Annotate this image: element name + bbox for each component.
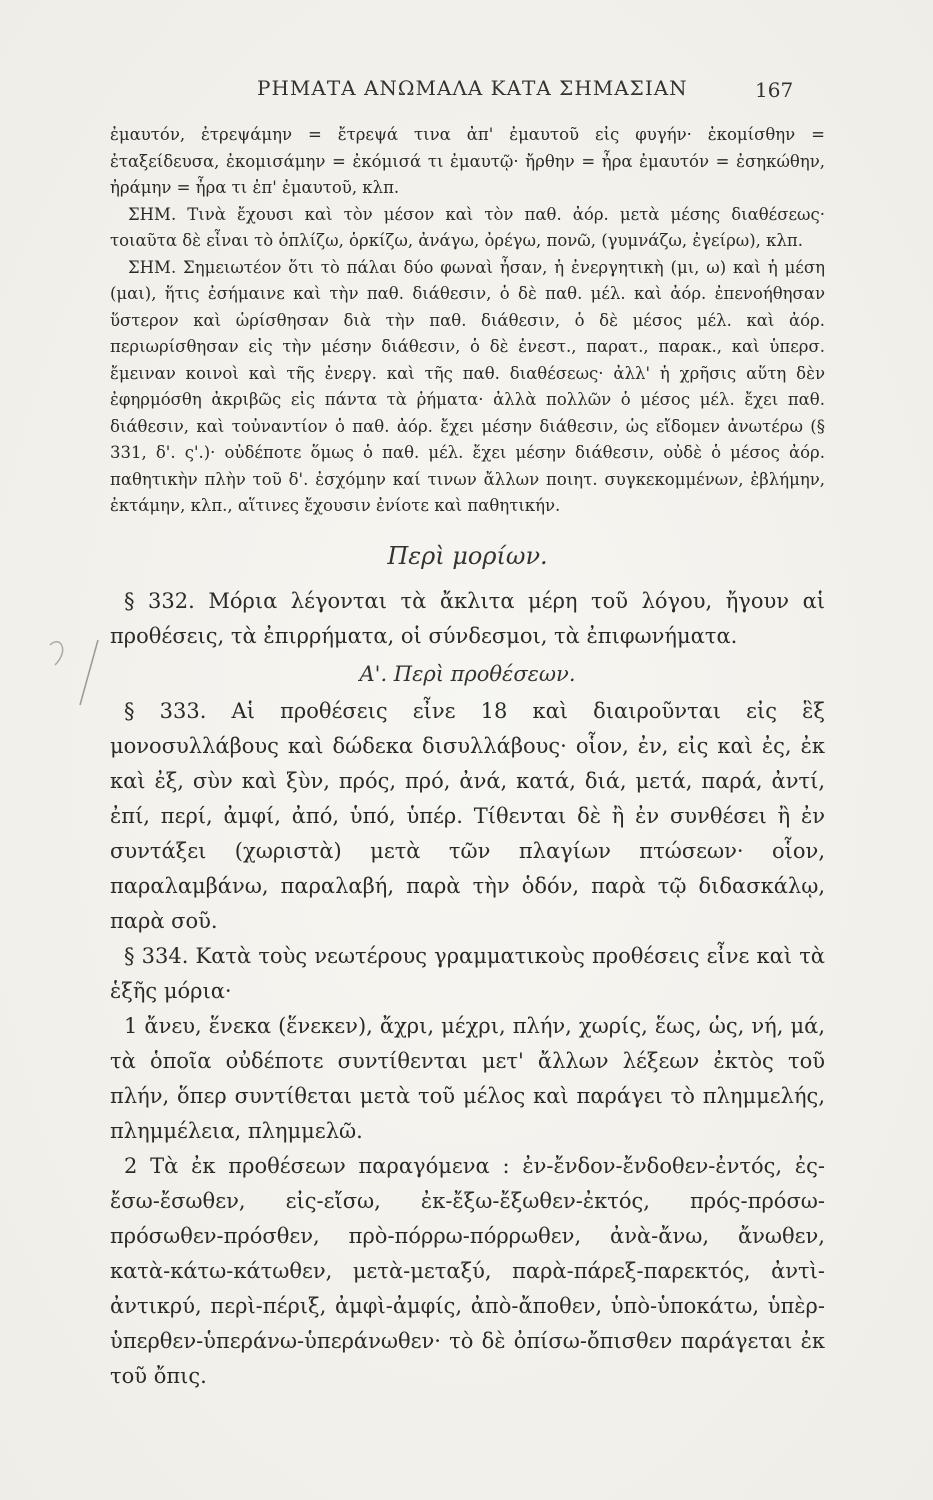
pencil-mark-icon — [40, 630, 100, 710]
notes-block — [110, 122, 825, 520]
note-paragraph: ΣΗΜ. Σημειωτέον ὅτι τὸ πάλαι δύο φωναὶ ἦσαν, ἡ ἐνεργητικὴ (μι, ω) καὶ ἡ μέση (μαι), ἥτις ἐσήμαινε καὶ τὴν παθ. διάθεσιν, ὁ δὲ παθ. μέλ. καὶ ἀόρ. ἐπενοήθησαν ὕστερον καὶ ὡρίσθησαν διὰ τὴν παθ. διάθεσιν, ὁ δὲ μέσος μέλ. καὶ ἀόρ. περιωρίσθησαν εἰς τὴν μέσην διάθεσιν, ὁ δὲ ἐνεστ., παρατ., παρακ., καὶ ὑπερσ. ἔμειναν κοινοὶ καὶ τῆς ἐνεργ. καὶ τῆς παθ. διαθέσεως· ἀλλ' ἡ χρῆσις αὕτη δὲν ἐφηρμόσθη ἀκριβῶς εἰς πάντα τὰ ῥήματα· ἀλλὰ πολλῶν ὁ μέσος μέλ. ἔχει παθ. διάθεσιν, καὶ τοὐναντίον ὁ παθ. ἀόρ. ἔχει μέσην διάθεσιν, ὡς εἴδομεν ἀνωτέρω (§ 331, δ'. ς'.)· οὐδέποτε ὅμως ὁ παθ. μέλ. ἔχει μέσην διάθεσιν, οὐδὲ ὁ μέσος ἀόρ. παθητικὴν πλὴν τοῦ δ'. ἐσχόμην καί τινων ἄλλων ποιητ. συγκεκομμένων, ἐβλήμην, ἐκτάμην, κλπ., αἵτινες ἔχουσιν ἐνίοτε καὶ παθητικήν. — [110, 257, 825, 515]
page-header — [0, 68, 933, 108]
marginal-pencil-mark — [40, 630, 100, 710]
running-head: ΡΗΜΑΤΑ ΑΝΩΜΑΛΑ ΚΑΤΑ ΣΗΜΑΣΙΑΝ — [257, 76, 688, 100]
page-text — [110, 122, 825, 1394]
paragraph-334: § 334. Κατὰ τοὺς νεωτέρους γραμματικοὺς προθέσεις εἶνε καὶ τὰ ἑξῆς μόρια· — [110, 943, 825, 1003]
note-paragraph: ΣΗΜ. Τινὰ ἔχουσι καὶ τὸν μέσον καὶ τὸν παθ. ἀόρ. μετὰ μέσης διαθέσεως· τοιαῦτα δὲ εἶναι τὸ ὁπλίζω, ὁρκίζω, ἀνάγω, ὀρέγω, πονῶ, (γυμνάζω, ἐγείρω), κλπ. — [110, 204, 825, 250]
section-title: Περὶ μορίων. — [387, 541, 548, 570]
page-number: 167 — [755, 78, 794, 102]
main-body — [110, 694, 825, 1394]
list-item-2: 2 Τὰ ἐκ προθέσεων παραγόμενα : ἐν-ἔνδον-ἔνδοθεν-ἐντός, ἐς-ἔσω-ἔσωθεν, εἰς-εἴσω, ἐκ-ἔξω-ἔξωθεν-ἐκτός, πρός-πρόσω-πρόσωθεν-πρόσθεν, πρὸ-πόρρω-πόρρωθεν, ἀνὰ-ἄνω, ἄνωθεν, κατὰ-κάτω-κάτωθεν, μετὰ-μεταξύ, παρὰ-πάρεξ-παρεκτός, ἀντὶ-ἀντικρύ, περὶ-πέριξ, ἀμφὶ-ἀμφίς, ἀπὸ-ἄποθεν, ὑπὸ-ὑποκάτω, ὑπὲρ-ὑπερθεν-ὑπεράνω-ὑπεράνωθεν· τὸ δὲ ὀπίσω-ὄπισθεν παράγεται ἐκ τοῦ ὄπις. — [110, 1153, 825, 1388]
paragraph-333: § 333. Αἱ προθέσεις εἶνε 18 καὶ διαιροῦνται εἰς ἓξ μονοσυλλάβους καὶ δώδεκα δισυλλάβους· οἷον, ἐν, εἰς καὶ ἐς, ἐκ καὶ ἐξ, σὺν καὶ ξὺν, πρός, πρό, ἀνά, κατά, διά, μετά, παρά, ἀντί, ἐπί, περί, ἀμφί, ἀπό, ὑπό, ὑπέρ. Τίθενται δὲ ἢ ἐν συνθέσει ἢ ἐν συντάξει (χωριστὰ) μετὰ τῶν πλαγίων πτώσεων· οἷον, παραλαμβάνω, παραλαβή, παρὰ τὴν ὁδόν, παρὰ τῷ διδασκάλῳ, παρὰ σοῦ. — [110, 698, 825, 933]
paragraph-332: § 332. Μόρια λέγονται τὰ ἄκλιτα μέρη τοῦ λόγου, ἤγουν αἱ προθέσεις, τὰ ἐπιρρήματα, οἱ σύνδεσμοι, τὰ ἐπιφωνήματα. — [110, 588, 825, 648]
subsection-title: Α'. Περὶ προθέσεων. — [359, 661, 576, 686]
note-paragraph: ἐμαυτόν, ἐτρεψάμην = ἔτρεψά τινα ἀπ' ἐμαυτοῦ εἰς φυγήν· ἐκομίσθην = ἐταξείδευσα, ἐκομισάμην = ἐκόμισά τι ἐμαυτῷ· ἤρθην = ἦρα ἐμαυτόν = ἐσηκώθην, ἠράμην = ἦρα τι ἐπ' ἐμαυτοῦ, κλπ. — [110, 125, 825, 197]
body-block — [110, 584, 825, 654]
list-item-1: 1 ἄνευ, ἕνεκα (ἕνεκεν), ἄχρι, μέχρι, πλήν, χωρίς, ἕως, ὡς, νή, μά, τὰ ὁποῖα οὐδέποτε συντίθενται μετ' ἄλλων λέξεων ἐκτὸς τοῦ πλήν, ὅπερ συντίθεται μετὰ τοῦ μέλος καὶ παράγει τὸ πλημμελής, πλημμέλεια, πλημμελῶ. — [110, 1013, 825, 1143]
